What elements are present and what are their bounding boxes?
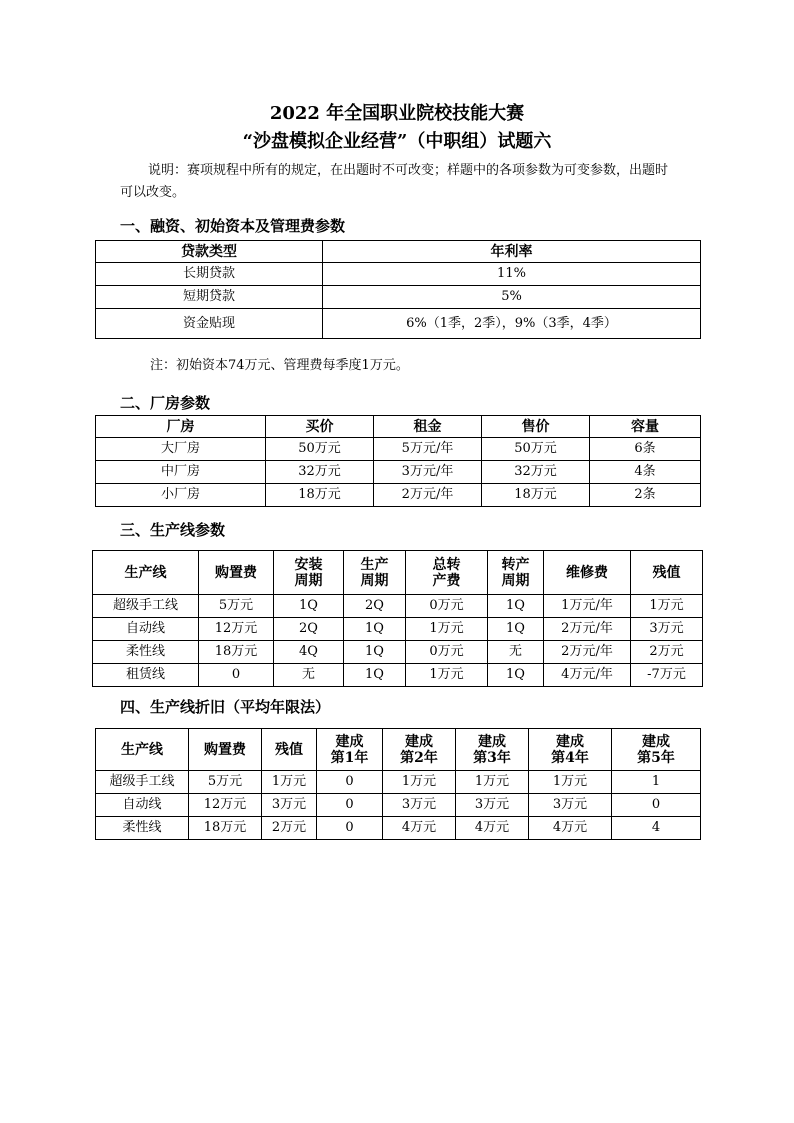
line-cell: 1Q xyxy=(344,641,406,664)
factory-cell: 32万元 xyxy=(266,461,374,484)
factory-cell: 32万元 xyxy=(482,461,590,484)
dep-cell: 1 xyxy=(612,771,701,794)
loan-rate: 11% xyxy=(323,263,701,286)
dep-cell: 3万元 xyxy=(383,794,456,817)
header-text: 购置费 xyxy=(204,741,246,758)
line-cell: 1Q xyxy=(344,664,406,687)
dep-cell: 1万元 xyxy=(456,771,529,794)
line-cell: 无 xyxy=(274,664,344,687)
line-header xyxy=(631,551,703,595)
line-header xyxy=(544,551,631,595)
factory-cell: 50万元 xyxy=(482,438,590,461)
factory-cell: 3万元/年 xyxy=(374,461,482,484)
section1-heading: 一、融资、初始资本及管理费参数 xyxy=(120,217,346,235)
factory-cell: 6条 xyxy=(590,438,701,461)
table-row xyxy=(96,817,701,840)
line-cell: 无 xyxy=(488,641,544,664)
dep-cell: 4万元 xyxy=(529,817,612,840)
table-row xyxy=(93,641,703,664)
line-header xyxy=(488,551,544,595)
dep-cell: 自动线 xyxy=(96,794,189,817)
factory-cell: 18万元 xyxy=(482,484,590,507)
factory-header: 容量 xyxy=(590,416,701,438)
dep-cell: 2万元 xyxy=(262,817,317,840)
line-cell: 4万元/年 xyxy=(544,664,631,687)
header-text: 周期 xyxy=(501,572,530,589)
line-header xyxy=(344,551,406,595)
table-row xyxy=(96,484,701,507)
table-row xyxy=(96,771,701,794)
loan-type: 资金贴现 xyxy=(96,309,323,339)
header-text: 生产线 xyxy=(124,564,167,581)
line-cell: 5万元 xyxy=(199,595,274,618)
line-cell: 租赁线 xyxy=(93,664,199,687)
line-header xyxy=(93,551,199,595)
line-cell: 1Q xyxy=(488,618,544,641)
header-text: 建成 xyxy=(335,733,364,750)
table-row xyxy=(96,794,701,817)
section2-heading: 二、厂房参数 xyxy=(120,394,211,412)
dep-header xyxy=(317,729,383,771)
line-cell: 超级手工线 xyxy=(93,595,199,618)
production-line-header-row xyxy=(93,551,703,595)
dep-cell: 4 xyxy=(612,817,701,840)
loan-header-rate: 年利率 xyxy=(323,241,701,263)
line-cell: 柔性线 xyxy=(93,641,199,664)
dep-header xyxy=(612,729,701,771)
dep-cell: 超级手工线 xyxy=(96,771,189,794)
factory-cell: 18万元 xyxy=(266,484,374,507)
dep-header xyxy=(189,729,262,771)
dep-cell: 3万元 xyxy=(456,794,529,817)
line-cell: 4Q xyxy=(274,641,344,664)
dep-header xyxy=(96,729,189,771)
factory-cell: 2万元/年 xyxy=(374,484,482,507)
factory-header: 售价 xyxy=(482,416,590,438)
dep-cell: 4万元 xyxy=(456,817,529,840)
table-row xyxy=(96,309,701,339)
loan-header-type: 贷款类型 xyxy=(96,241,323,263)
dep-header xyxy=(262,729,317,771)
header-text: 第4年 xyxy=(551,749,589,766)
dep-cell: 4万元 xyxy=(383,817,456,840)
header-text: 周期 xyxy=(360,572,389,589)
factory-header: 厂房 xyxy=(96,416,266,438)
dep-cell: 柔性线 xyxy=(96,817,189,840)
section3-heading: 三、生产线参数 xyxy=(120,521,226,539)
title-line-1: 2022 年全国职业院校技能大赛 xyxy=(269,103,525,124)
dep-cell: 3万元 xyxy=(262,794,317,817)
loan-rate: 6%（1季，2季），9%（3季，4季） xyxy=(323,309,701,339)
header-text: 购置费 xyxy=(215,564,257,581)
production-line-table xyxy=(92,550,703,687)
header-text: 建成 xyxy=(405,733,433,750)
header-text: 建成 xyxy=(478,733,506,750)
table-row xyxy=(93,618,703,641)
header-text: 残值 xyxy=(652,564,681,581)
factory-cell: 中厂房 xyxy=(96,461,266,484)
factory-cell: 5万元/年 xyxy=(374,438,482,461)
header-text: 残值 xyxy=(275,741,303,758)
factory-cell: 4条 xyxy=(590,461,701,484)
line-cell: 1万元/年 xyxy=(544,595,631,618)
line-cell: 1Q xyxy=(488,595,544,618)
line-cell: 1Q xyxy=(274,595,344,618)
dep-cell: 0 xyxy=(317,771,383,794)
factory-header: 买价 xyxy=(266,416,374,438)
factory-header: 租金 xyxy=(374,416,482,438)
dep-cell: 1万元 xyxy=(529,771,612,794)
section1-footnote: 注：初始资本74万元、管理费每季度1万元。 xyxy=(150,358,409,373)
table-row xyxy=(93,595,703,618)
line-cell: 2万元 xyxy=(631,641,703,664)
header-text: 建成 xyxy=(556,733,584,750)
header-text: 总转 xyxy=(432,556,461,573)
dep-cell: 1万元 xyxy=(383,771,456,794)
header-text: 周期 xyxy=(294,572,323,589)
factory-cell: 50万元 xyxy=(266,438,374,461)
title-line-2: “沙盘模拟企业经营”（中职组）试题六 xyxy=(242,131,552,152)
line-cell: 0万元 xyxy=(406,595,488,618)
line-cell: 1Q xyxy=(344,618,406,641)
line-cell: 18万元 xyxy=(199,641,274,664)
header-text: 第1年 xyxy=(330,749,369,766)
loan-table xyxy=(95,240,701,339)
line-cell: -7万元 xyxy=(631,664,703,687)
depreciation-table xyxy=(95,728,701,840)
line-cell: 2万元/年 xyxy=(544,641,631,664)
line-cell: 1万元 xyxy=(406,664,488,687)
dep-header xyxy=(456,729,529,771)
table-row xyxy=(96,263,701,286)
header-text: 生产 xyxy=(360,556,389,573)
line-header xyxy=(274,551,344,595)
table-row xyxy=(96,438,701,461)
line-cell: 2万元/年 xyxy=(544,618,631,641)
header-text: 第5年 xyxy=(637,749,675,766)
line-cell: 3万元 xyxy=(631,618,703,641)
dep-cell: 1万元 xyxy=(262,771,317,794)
dep-header xyxy=(529,729,612,771)
header-text: 产费 xyxy=(432,572,461,589)
dep-cell: 0 xyxy=(317,817,383,840)
factory-cell: 大厂房 xyxy=(96,438,266,461)
dep-cell: 0 xyxy=(612,794,701,817)
table-row xyxy=(93,664,703,687)
loan-rate: 5% xyxy=(323,286,701,309)
header-text: 第2年 xyxy=(400,749,438,766)
line-header xyxy=(406,551,488,595)
loan-type: 短期贷款 xyxy=(96,286,323,309)
line-header xyxy=(199,551,274,595)
dep-header xyxy=(383,729,456,771)
section4-heading: 四、生产线折旧（平均年限法） xyxy=(120,698,331,716)
line-cell: 自动线 xyxy=(93,618,199,641)
table-row xyxy=(96,286,701,309)
header-text: 建成 xyxy=(642,733,670,750)
instructions-note: 说明：赛项规程中所有的规定，在出题时不可改变；样题中的各项参数为可变参数，出题时可以改变。 xyxy=(120,163,669,200)
line-cell: 2Q xyxy=(274,618,344,641)
line-cell: 0万元 xyxy=(406,641,488,664)
line-cell: 0 xyxy=(199,664,274,687)
header-text: 第3年 xyxy=(473,749,511,766)
dep-cell: 0 xyxy=(317,794,383,817)
dep-cell: 3万元 xyxy=(529,794,612,817)
header-text: 转产 xyxy=(501,556,530,573)
dep-cell: 12万元 xyxy=(189,794,262,817)
factory-table xyxy=(95,415,701,507)
line-cell: 1万元 xyxy=(631,595,703,618)
line-cell: 1Q xyxy=(488,664,544,687)
table-row xyxy=(96,461,701,484)
line-cell: 12万元 xyxy=(199,618,274,641)
dep-cell: 18万元 xyxy=(189,817,262,840)
header-text: 生产线 xyxy=(121,741,163,758)
factory-cell: 2条 xyxy=(590,484,701,507)
header-text: 安装 xyxy=(294,556,323,573)
header-text: 维修费 xyxy=(566,564,608,581)
loan-type: 长期贷款 xyxy=(96,263,323,286)
depreciation-header-row xyxy=(96,729,701,771)
line-cell: 2Q xyxy=(344,595,406,618)
line-cell: 1万元 xyxy=(406,618,488,641)
dep-cell: 5万元 xyxy=(189,771,262,794)
factory-cell: 小厂房 xyxy=(96,484,266,507)
